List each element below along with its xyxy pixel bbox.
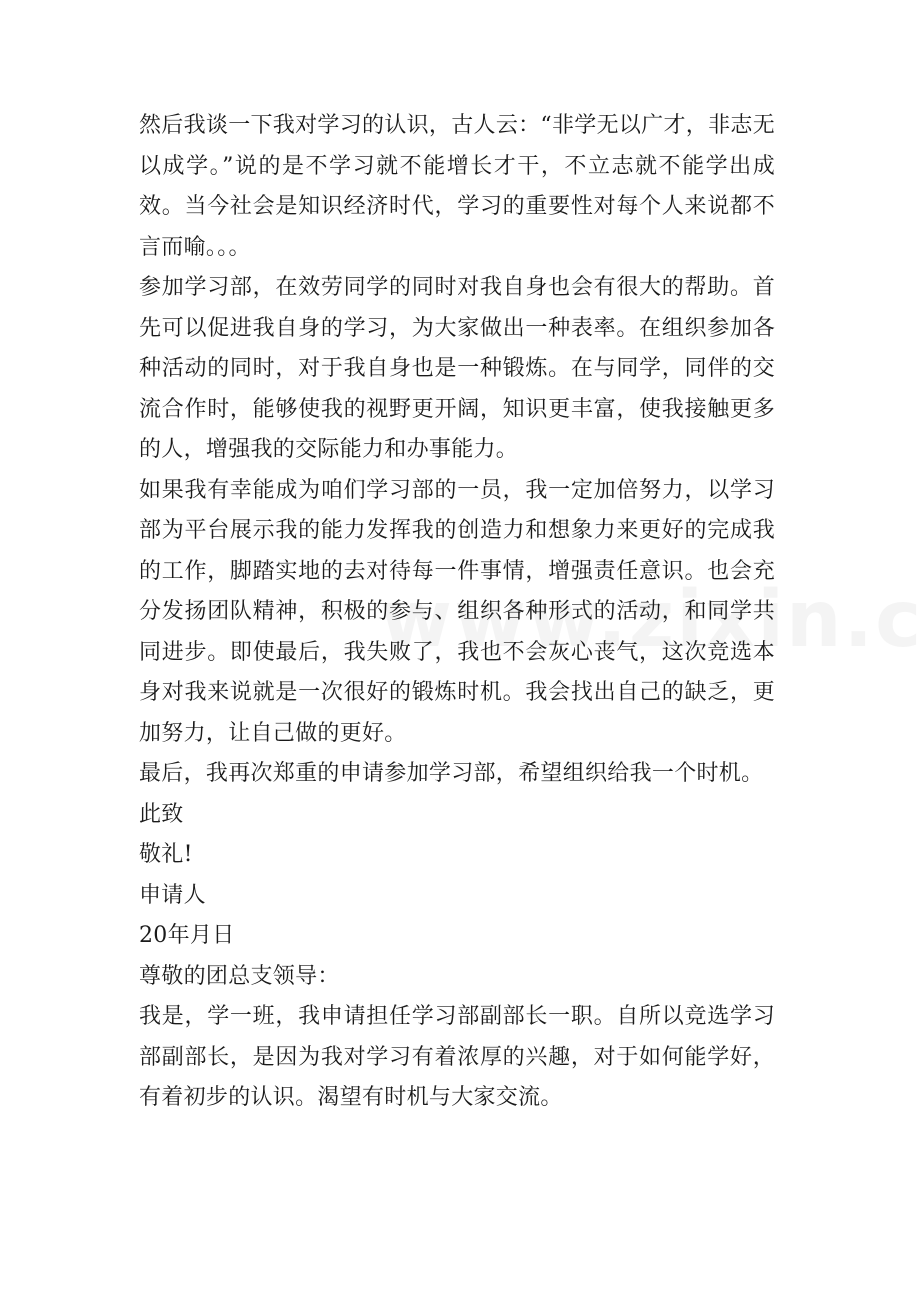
salutation-jingli: 敬礼!	[139, 842, 193, 867]
document-body	[139, 106, 775, 1119]
date-line: 20年月日	[139, 923, 235, 948]
paragraph-commitment: 如果我有幸能成为咱们学习部的一员，我一定加倍努力，以学习部为平台展示我的能力发挥我的创造力和想象力来更好的完成我的工作，脚踏实地的去对待每一件事情，增强责任意识。也会充分发扬团队精神，积极的参与、组织各种形式的活动，和同学共同进步。即使最后，我失败了，我也不会灰心丧气，这次竞选本身对我来说就是一次很好的锻炼时机。我会找出自己的缺乏，更加努力，让自己做的更好。	[139, 477, 775, 746]
applicant-label: 申请人	[139, 882, 206, 908]
paragraph-second-application: 我是，学一班，我申请担任学习部副部长一职。自所以竞选学习部副部长，是因为我对学习有着浓厚的兴趣，对于如何能学好，有着初步的认识。渴望有时机与大家交流。	[139, 1004, 775, 1110]
paragraph-join-benefits: 参加学习部，在效劳同学的同时对我自身也会有很大的帮助。首先可以促进我自身的学习，为大家做出一种表率。在组织参加各种活动的同时，对于我自身也是一种锻炼。在与同学，同伴的交流合作时，能够使我的视野更开阔，知识更丰富，使我接触更多的人，增强我的交际能力和办事能力。	[139, 275, 775, 462]
paragraph-closing-request: 最后，我再次郑重的申请参加学习部，希望组织给我一个时机。	[139, 761, 764, 786]
salutation-cizhi: 此致	[139, 801, 184, 827]
paragraph-study-view: 然后我谈一下我对学习的认识，古人云：“非学无以广才，非志无以成学。”说的是不学习就不能增长才干，不立志就不能学出成效。当今社会是知识经济时代，学习的重要性对每个人来说都不言而喻。。。	[139, 113, 775, 260]
greeting-line: 尊敬的团总支领导：	[139, 963, 340, 989]
